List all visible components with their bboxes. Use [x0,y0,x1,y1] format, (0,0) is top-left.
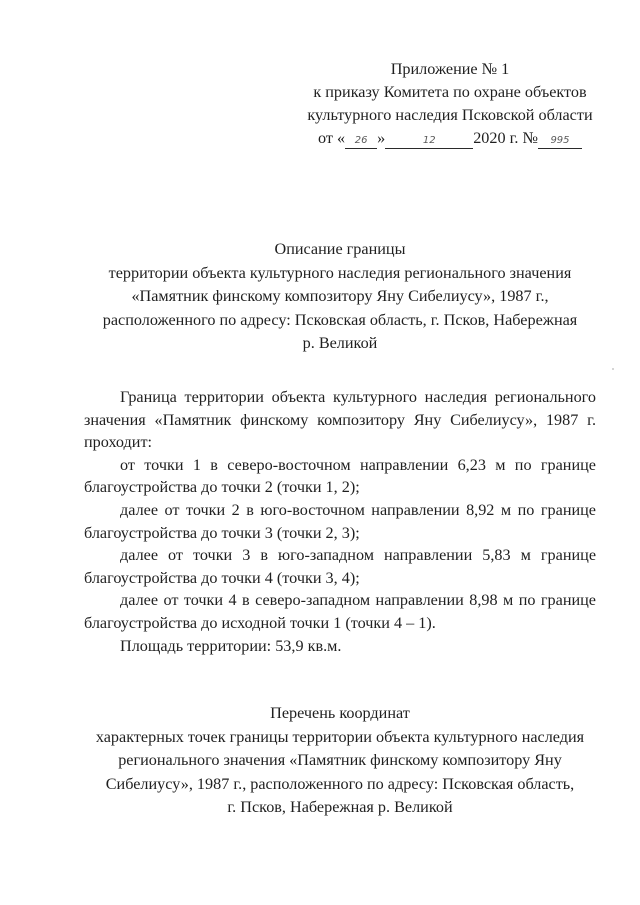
title-line-1: Описание границы [274,240,406,258]
date-prefix: от « [318,129,346,147]
scan-artifact [612,368,614,370]
coordinates-heading-line-2: характерных точек границы территории объекта культурного наследия [95,727,585,746]
coordinates-heading-line-3: регионального значения «Памятник финскому композитору Яну [118,751,562,769]
appendix-committee-line: культурного наследия Псковской области [307,106,593,124]
body-paragraph: Граница территории объекта культурного наследия регионального значения «Памятник финскому композитору Яну Сибелиусу», 1987 г. проходит: [84,388,596,452]
appendix-header [300,58,600,150]
coordinates-heading [60,702,620,820]
handwritten-order-number: 995 [538,134,582,149]
coordinates-heading-line-5: г. Псков, Набережная р. Великой [227,798,453,816]
body-paragraph: далее от точки 3 в юго-западном направлении 5,83 м границе благоустройства до точки 4 (точки 3, 4); [84,546,596,587]
body-paragraph: от точки 1 в северо-восточном направлении 6,23 м по границе благоустройства до точки 2 (точки 1, 2); [84,455,596,497]
body-paragraph: далее от точки 4 в северо-западном направлении 8,98 м по границе благоустройства до исходной точки 1 (точки 4 – 1). [84,591,596,632]
handwritten-month: 12 [385,134,473,149]
boundary-description [84,386,596,657]
coordinates-heading-line-1: Перечень координат [270,704,410,722]
date-close-quote: » [377,129,386,147]
appendix-date-line [300,127,600,150]
appendix-order-line: к приказу Комитета по охране объектов [313,83,587,101]
date-year: 2020 г. № [473,129,538,147]
area-paragraph: Площадь территории: 53,9 кв.м. [120,636,342,655]
appendix-number: Приложение № 1 [390,60,510,78]
document-title [60,238,620,356]
title-line-3: «Памятник финскому композитору Яну Сибелиусу», 1987 г., [131,287,549,305]
body-paragraph: далее от точки 2 в юго-восточном направлении 8,92 м по границе благоустройства до точки 3 (точки 2, 3); [84,500,596,542]
coordinates-heading-line-4: Сибелиусу», 1987 г., расположенного по адресу: Псковская область, [105,774,575,793]
title-line-2: территории объекта культурного наследия регионального значения [108,263,572,282]
handwritten-day: 26 [345,134,377,149]
title-line-5: р. Великой [302,334,378,352]
title-line-4: расположенного по адресу: Псковская область, г. Псков, Набережная [102,310,578,329]
